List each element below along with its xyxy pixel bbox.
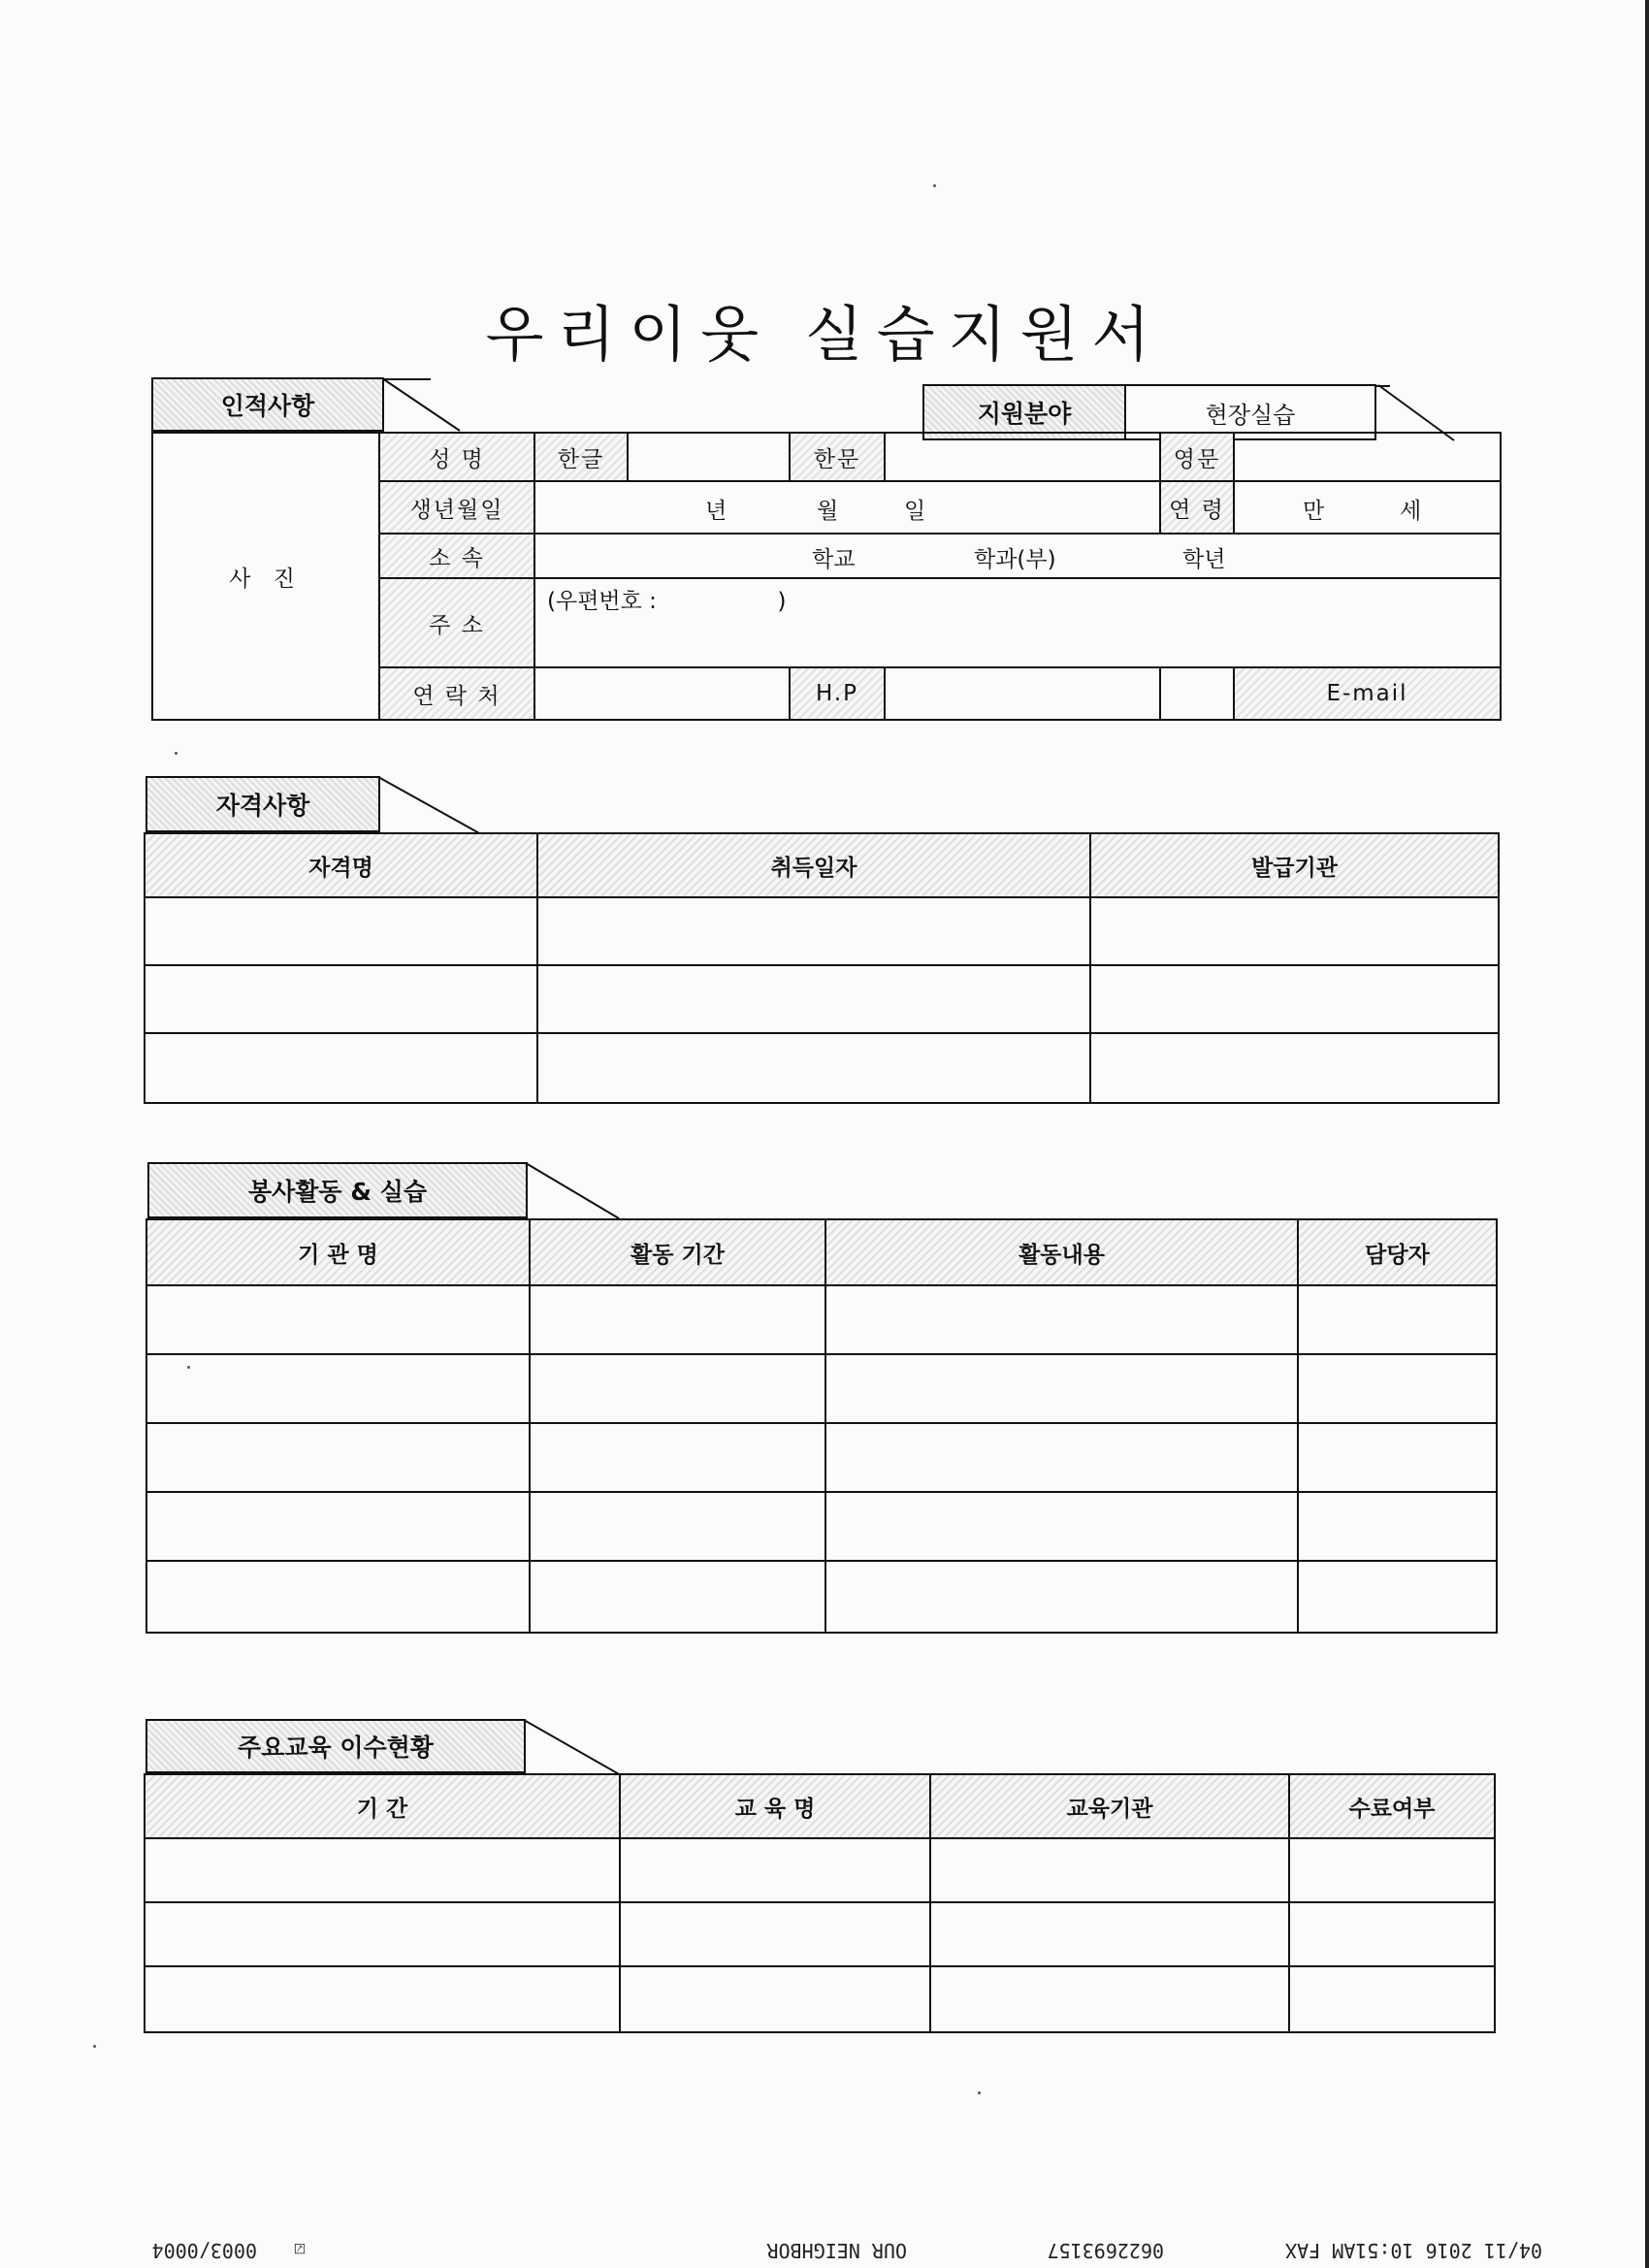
volunteer-tab [147,1162,528,1218]
table-cell[interactable] [1298,1492,1497,1561]
table-cell[interactable] [930,1902,1289,1966]
name-korean-field[interactable] [628,433,790,481]
table-cell[interactable] [1298,1423,1497,1492]
name-label: 성 명 [379,433,534,481]
scan-speck [175,752,178,755]
name-english-field[interactable] [1234,433,1501,481]
table-cell[interactable] [145,1838,620,1902]
table-cell[interactable] [1298,1285,1497,1354]
table-cell[interactable] [1090,1033,1499,1103]
birth-label: 생년월일 [379,481,534,534]
table-cell[interactable] [146,1285,530,1354]
table-cell[interactable] [620,1966,930,2032]
birth-year-unit: 년 [705,499,728,524]
table-cell[interactable] [620,1902,930,1966]
name-hanja-label: 한문 [790,433,885,481]
table-cell[interactable] [537,897,1090,965]
tab-slant [382,377,673,432]
apply-field-label: 지원분야 [922,384,1126,440]
personal-info-tab [151,377,384,432]
education-header-completion: 수료여부 [1289,1774,1495,1838]
table-cell[interactable] [145,1966,620,2032]
fax-sender: OUR NEIGHBOR [766,2239,907,2262]
table-cell[interactable] [530,1354,825,1423]
volunteer-header-period: 활동 기간 [530,1219,825,1285]
fax-checkbox-icon: ☑ [293,2239,306,2262]
table-cell[interactable] [530,1423,825,1492]
name-korean-label: 한글 [534,433,628,481]
table-cell[interactable] [930,1966,1289,2032]
table-cell[interactable] [530,1285,825,1354]
contact-field[interactable] [534,667,790,720]
birth-field[interactable] [534,481,1160,534]
tab-slant [526,1162,642,1224]
table-cell[interactable] [825,1423,1298,1492]
volunteer-table [146,1218,1498,1634]
volunteer-header-org: 기 관 명 [146,1219,530,1285]
table-cell[interactable] [1289,1838,1495,1902]
name-english-label: 영문 [1160,433,1234,481]
table-cell[interactable] [537,965,1090,1033]
apply-field-value[interactable]: 현장실습 [1124,384,1376,440]
postal-code-close: ) [777,589,787,614]
contact-label: 연 락 처 [379,667,534,720]
education-table [144,1773,1496,2033]
table-cell[interactable] [145,897,537,965]
table-cell[interactable] [537,1033,1090,1103]
age-label: 연 령 [1160,481,1234,534]
table-cell[interactable] [146,1561,530,1633]
education-header-institution: 교육기관 [930,1774,1289,1838]
table-cell[interactable] [1090,965,1499,1033]
table-cell[interactable] [145,965,537,1033]
tab-slant [378,776,495,838]
qualification-table [144,832,1500,1104]
table-cell[interactable] [1298,1354,1497,1423]
education-tab-label: 주요교육 이수현황 [146,1719,526,1773]
age-se-label: 세 [1400,499,1422,524]
table-cell[interactable] [1298,1561,1497,1633]
qualification-header-name: 자격명 [145,833,537,897]
table-cell[interactable] [620,1838,930,1902]
birth-day-unit: 일 [904,499,926,524]
personal-info-tab-label: 인적사항 [151,377,384,432]
table-cell[interactable] [930,1838,1289,1902]
name-hanja-field[interactable] [885,433,1160,481]
scan-speck [978,2091,981,2094]
table-cell[interactable] [146,1492,530,1561]
table-cell[interactable] [825,1354,1298,1423]
table-cell[interactable] [145,1033,537,1103]
scan-speck [933,184,936,187]
qualification-header-issuer: 발급기관 [1090,833,1499,897]
table-cell[interactable] [146,1423,530,1492]
affiliation-label: 소 속 [379,534,534,578]
grade-unit: 학년 [1182,547,1226,572]
scan-speck [93,2045,96,2048]
qualification-header-date: 취득일자 [537,833,1090,897]
postal-code-label: (우편번호 : [547,589,657,614]
address-field[interactable] [534,578,1501,667]
school-unit: 학교 [812,547,856,572]
email-label: E-mail [1234,667,1501,720]
hp-field-extra[interactable] [1160,667,1234,720]
table-cell[interactable] [530,1561,825,1633]
tab-slant [524,1719,640,1781]
qualification-tab-label: 자격사항 [146,776,380,832]
volunteer-header-manager: 담당자 [1298,1219,1497,1285]
volunteer-tab-label: 봉사활동 & 실습 [147,1162,528,1218]
education-tab [146,1719,526,1773]
table-cell[interactable] [145,1902,620,1966]
education-header-course: 교 육 명 [620,1774,930,1838]
table-cell[interactable] [146,1354,530,1423]
fax-footer [0,2233,1649,2262]
table-cell[interactable] [1289,1902,1495,1966]
age-field[interactable] [1234,481,1501,534]
age-man-label: 만 [1303,499,1325,524]
fax-datetime: 04/11 2016 10:51AM FAX [1285,2239,1542,2262]
birth-month-unit: 월 [817,499,839,524]
table-cell[interactable] [530,1492,825,1561]
fax-page-count: 0003/0004 [151,2239,257,2262]
volunteer-header-content: 활동내용 [825,1219,1298,1285]
table-cell[interactable] [1090,897,1499,965]
hp-label: H.P [790,667,885,720]
photo-box[interactable]: 사 진 [152,433,379,720]
affiliation-field[interactable] [534,534,1501,578]
department-unit: 학과(부) [974,547,1056,572]
table-cell[interactable] [825,1561,1298,1633]
table-cell[interactable] [825,1492,1298,1561]
personal-info-table [151,432,1502,721]
document-title: 우리이웃 실습지원서 [485,299,1164,370]
table-cell[interactable] [1289,1966,1495,2032]
address-label: 주 소 [379,578,534,667]
hp-field[interactable] [885,667,1160,720]
education-header-period: 기 간 [145,1774,620,1838]
table-cell[interactable] [825,1285,1298,1354]
qualification-tab [146,776,380,832]
fax-number: 0622693157 [1047,2239,1164,2262]
